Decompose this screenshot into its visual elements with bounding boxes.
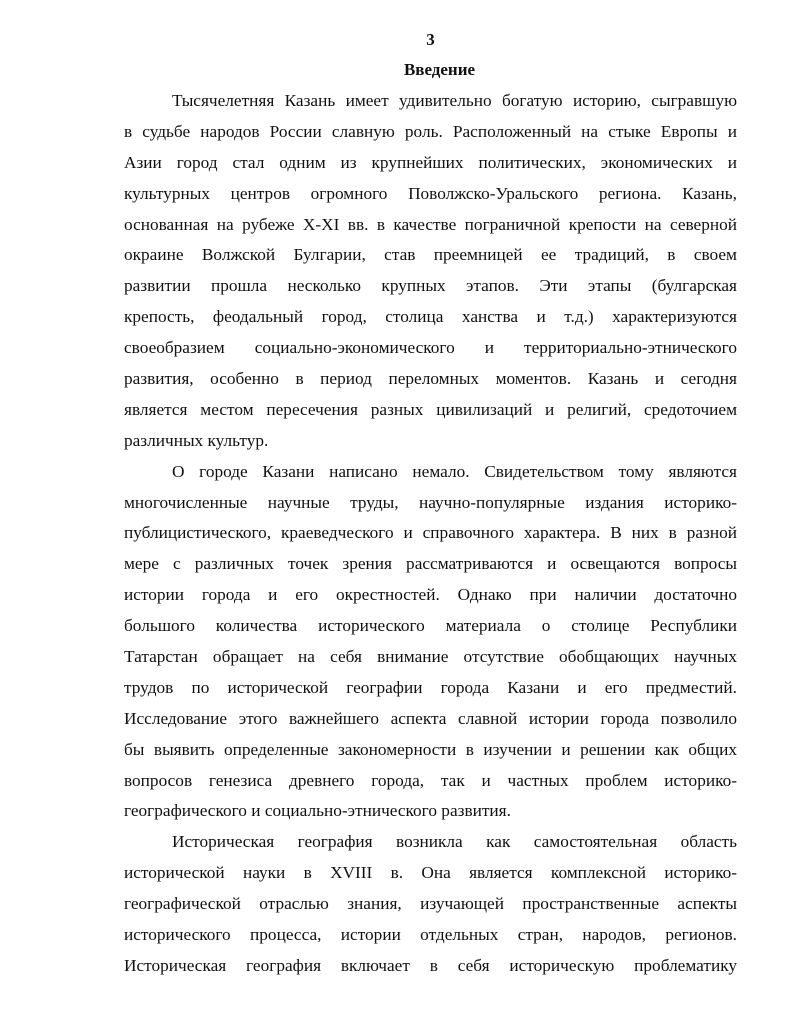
text-line: исторического процесса, истории отдельных стран, народов, регионов.	[124, 925, 737, 945]
page-title: Введение	[403, 60, 476, 79]
text-line: своеобразием социально-экономического и территориально-этнического	[124, 338, 737, 358]
text-line: культурных центров огромного Поволжско-Уральского региона. Казань,	[124, 183, 737, 203]
text-line: бы выявить определенные закономерности в изучении и решении как общих	[124, 739, 737, 759]
paragraph-1	[124, 86, 737, 457]
text-line: развитии прошла несколько крупных этапов. Эти этапы (булгарская	[124, 276, 737, 296]
text-line: публицистического, краеведческого и справочного характера. В них в разной	[124, 523, 737, 543]
paragraph-2	[124, 457, 737, 828]
text-line: является местом пересечения разных цивилизаций и религий, средоточием	[124, 399, 737, 419]
page-number: 3	[426, 30, 435, 49]
text-line: истории города и его окрестностей. Однако при наличии достаточно	[124, 585, 737, 605]
text-line: О городе Казани написано немало. Свидетельством тому являются	[172, 461, 737, 481]
text-line: в судьбе народов России славную роль. Расположенный на стыке Европы и	[124, 121, 737, 141]
text-line: Тысячелетняя Казань имеет удивительно богатую историю, сыгравшую	[172, 91, 737, 110]
text-line: Татарстан обращает на себя внимание отсутствие обобщающих научных	[124, 647, 737, 667]
body-text	[124, 86, 737, 982]
text-line: Историческая география возникла как самостоятельная область	[172, 832, 737, 852]
text-line: крепость, феодальный город, столица ханства и т.д.) характеризуются	[124, 307, 737, 327]
text-line: различных культур.	[124, 430, 269, 450]
text-line: основанная на рубеже X-XI вв. в качестве пограничной крепости на северной	[124, 214, 737, 234]
text-line: окраине Волжской Булгарии, став преемницей ее традиций, в своем	[124, 245, 737, 265]
paragraph-3	[124, 827, 737, 981]
text-line: мере с различных точек зрения рассматриваются и освещаются вопросы	[124, 554, 737, 574]
text-line: исторической науки в XVIII в. Она является комплексной историко-	[124, 863, 737, 883]
text-line: развития, особенно в период переломных моментов. Казань и сегодня	[124, 369, 737, 389]
text-line: Азии город стал одним из крупнейших политических, экономических и	[124, 152, 737, 172]
text-line: трудов по исторической географии города Казани и его предместий.	[124, 677, 737, 697]
text-line: вопросов генезиса древнего города, так и частных проблем историко-	[124, 770, 737, 790]
text-line: большого количества исторического материала о столице Республики	[124, 616, 737, 636]
text-line: географической отраслью знания, изучающей пространственные аспекты	[124, 894, 737, 914]
text-line: Историческая география включает в себя историческую проблематику	[124, 955, 737, 975]
text-line: Исследование этого важнейшего аспекта славной истории города позволило	[124, 708, 737, 728]
text-line: географического и социально-этнического развития.	[124, 801, 511, 821]
text-line: многочисленные научные труды, научно-популярные издания историко-	[124, 492, 737, 512]
